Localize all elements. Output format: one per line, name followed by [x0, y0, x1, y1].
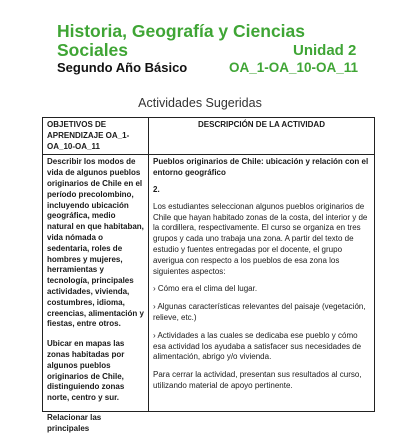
table-header-row: [43, 118, 375, 155]
activity-intro: Los estudiantes seleccionan algunos pueblos originarios de Chile que hayan habitado zonas de la costa, del interior y de la cordillera, respectivamente. El curso se organiza en tres grupos y cada uno trabaja una zona. A partir del texto de estudio y fuentes entregadas por el docente, el grupo averigua con respecto a los pueblos de esa zona los siguientes aspectos:: [153, 201, 368, 276]
activities-table: [42, 117, 375, 433]
activity-title: Pueblos originarios de Chile: ubicación y relación con el entorno geográfico: [153, 157, 369, 178]
activity-cell: [149, 155, 375, 412]
grade-label: Segundo Año Básico: [57, 60, 188, 75]
objective-item: Ubicar en mapas las zonas habitadas por algunos pueblos originarios de Chile, distinguiendo zonas norte, centro y sur.: [47, 339, 125, 403]
activity-bullet: › Algunas características relevantes del paisaje (vegetación, relieve, etc.): [153, 302, 366, 322]
subject-title: Historia, Geografía y Ciencias Sociales: [57, 21, 306, 60]
activity-closing: Para cerrar la actividad, presentan sus resultados al curso, utilizando material de apoyo pertinente.: [153, 370, 362, 390]
activity-bullet: › Cómo era el clima del lugar.: [153, 284, 258, 294]
description-column-header: DESCRIPCIÓN DE LA ACTIVIDAD: [149, 118, 375, 155]
table-row: [43, 155, 375, 412]
oa-codes: OA_1-OA_10-OA_11: [229, 60, 359, 75]
objective-item: Describir los modos de vida de algunos pueblos originarios de Chile en el período precolombino, incluyendo ubicación geográfica, medio natural en que habitaban, vida nómada o sedentaria, roles de hombres y mujeres, herramientas y tecnología, principales actividades, vivienda, costumbres, idioma, creencias, alimentación y fiestas, entre otros.: [47, 157, 144, 329]
objectives-column-header: OBJETIVOS DE APRENDIZAJE OA_1-OA_10-OA_11: [43, 118, 149, 155]
activity-number: 2.: [153, 184, 160, 194]
activity-bullet: › Actividades a las cuales se dedicaba ese pueblo y cómo esa actividad los ayudaba a satisfacer sus necesidades de alimentación, abrigo y/o vivienda.: [153, 330, 362, 362]
unit-label: Unidad 2: [293, 42, 357, 59]
objective-item: Relacionar las principales: [47, 412, 102, 433]
objectives-cell: [43, 155, 149, 433]
section-title: Actividades Sugeridas: [138, 96, 262, 110]
